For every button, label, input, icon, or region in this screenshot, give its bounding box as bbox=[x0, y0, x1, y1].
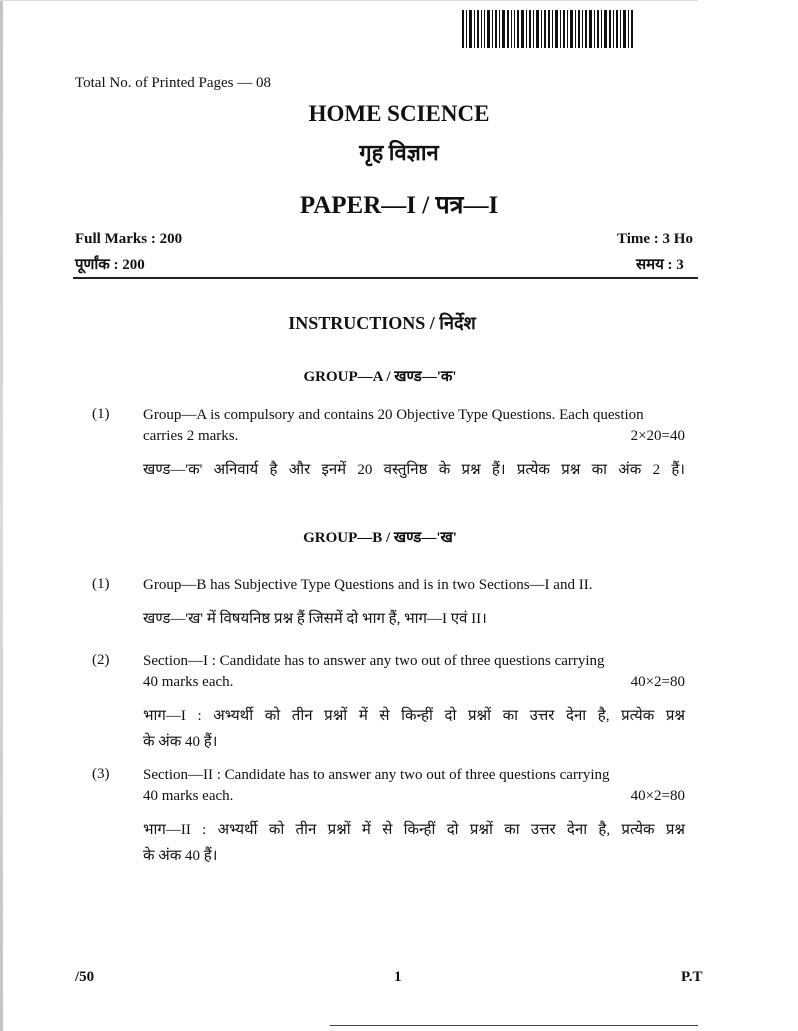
group-b-item-1-text: Group—B has Subjective Type Questions and is in two Sections—I and II. bbox=[143, 577, 593, 593]
barcode bbox=[462, 10, 698, 48]
group-b-item-2-marks: 40×2=80 bbox=[630, 674, 685, 690]
instructions-title: INSTRUCTIONS / निर्देश bbox=[288, 313, 476, 333]
group-b-item-3-marks: 40×2=80 bbox=[630, 788, 685, 804]
full-marks-english: Full Marks : 200 bbox=[75, 231, 183, 247]
group-b-item-3-hindi-line1: भाग—II : अभ्यर्थी को तीन प्रश्नों में से किन्हीं दो प्रश्नों का उत्तर देना है, प्रत्येक प्रश्न bbox=[143, 822, 685, 838]
group-b-item-2-line1: Section—I : Candidate has to answer any two out of three questions carrying bbox=[143, 653, 605, 669]
group-b-item-1-hindi: खण्ड—'ख' में विषयनिष्ठ प्रश्न हैं जिसमें दो भाग हैं, भाग—I एवं II। bbox=[143, 611, 487, 627]
time-english: Time : 3 Ho bbox=[617, 231, 693, 247]
top-border bbox=[0, 0, 698, 1]
group-a-item-1-line2-row bbox=[143, 426, 685, 447]
group-b-item-3-line2-row bbox=[143, 786, 685, 807]
group-a-item-1-text bbox=[143, 405, 685, 447]
header-divider bbox=[73, 277, 698, 279]
group-b-item-2-line2: 40 marks each. bbox=[143, 674, 234, 690]
bottom-border bbox=[330, 1025, 698, 1026]
subject-hindi: गृह विज्ञान bbox=[359, 140, 439, 165]
group-b-item-3-line1: Section—II : Candidate has to answer any two out of three questions carrying bbox=[143, 767, 610, 783]
group-b-item-2-hindi-line1: भाग—I : अभ्यर्थी को तीन प्रश्नों में से किन्हीं दो प्रश्नों का उत्तर देना है, प्रत्येक प्रश्न bbox=[143, 708, 685, 724]
total-pages: Total No. of Printed Pages — 08 bbox=[75, 75, 272, 91]
page-number: 1 bbox=[394, 969, 402, 985]
pto-label: P.T bbox=[681, 969, 703, 985]
group-a-item-1-line1: Group—A is compulsory and contains 20 Objective Type Questions. Each question bbox=[143, 407, 644, 423]
group-a-item-1-line2: carries 2 marks. bbox=[143, 428, 239, 444]
paper-title: PAPER—I / पत्र—I bbox=[299, 192, 499, 219]
group-b-item-2-hindi-line2: के अंक 40 हैं। bbox=[143, 734, 218, 750]
group-b-item-3-hindi-line2: के अंक 40 हैं। bbox=[143, 848, 218, 864]
group-a-heading: GROUP—A / खण्ड—'क' bbox=[303, 369, 457, 385]
subject-english: HOME SCIENCE bbox=[308, 101, 490, 126]
group-a-item-1-marks: 2×20=40 bbox=[630, 428, 685, 444]
group-a-item-1-number: (1) bbox=[92, 406, 110, 422]
group-a-item-1-hindi: खण्ड—'क' अनिवार्य है और इनमें 20 वस्तुनिष्ठ के प्रश्न हैं। प्रत्येक प्रश्न का अंक 2 हैं। bbox=[143, 462, 685, 478]
group-b-heading: GROUP—B / खण्ड—'ख' bbox=[303, 530, 457, 546]
footer-code: /50 bbox=[75, 969, 95, 985]
group-b-item-3-number: (3) bbox=[92, 766, 110, 782]
group-b-item-3-text bbox=[143, 765, 685, 807]
full-marks-hindi: पूर्णांक : 200 bbox=[75, 257, 145, 273]
time-hindi: समय : 3 bbox=[636, 257, 684, 273]
group-b-item-3-line2: 40 marks each. bbox=[143, 788, 234, 804]
group-b-item-2-line2-row bbox=[143, 672, 685, 693]
group-b-item-2-number: (2) bbox=[92, 652, 110, 668]
group-b-item-2-text bbox=[143, 651, 685, 693]
group-b-item-1-number: (1) bbox=[92, 576, 110, 592]
